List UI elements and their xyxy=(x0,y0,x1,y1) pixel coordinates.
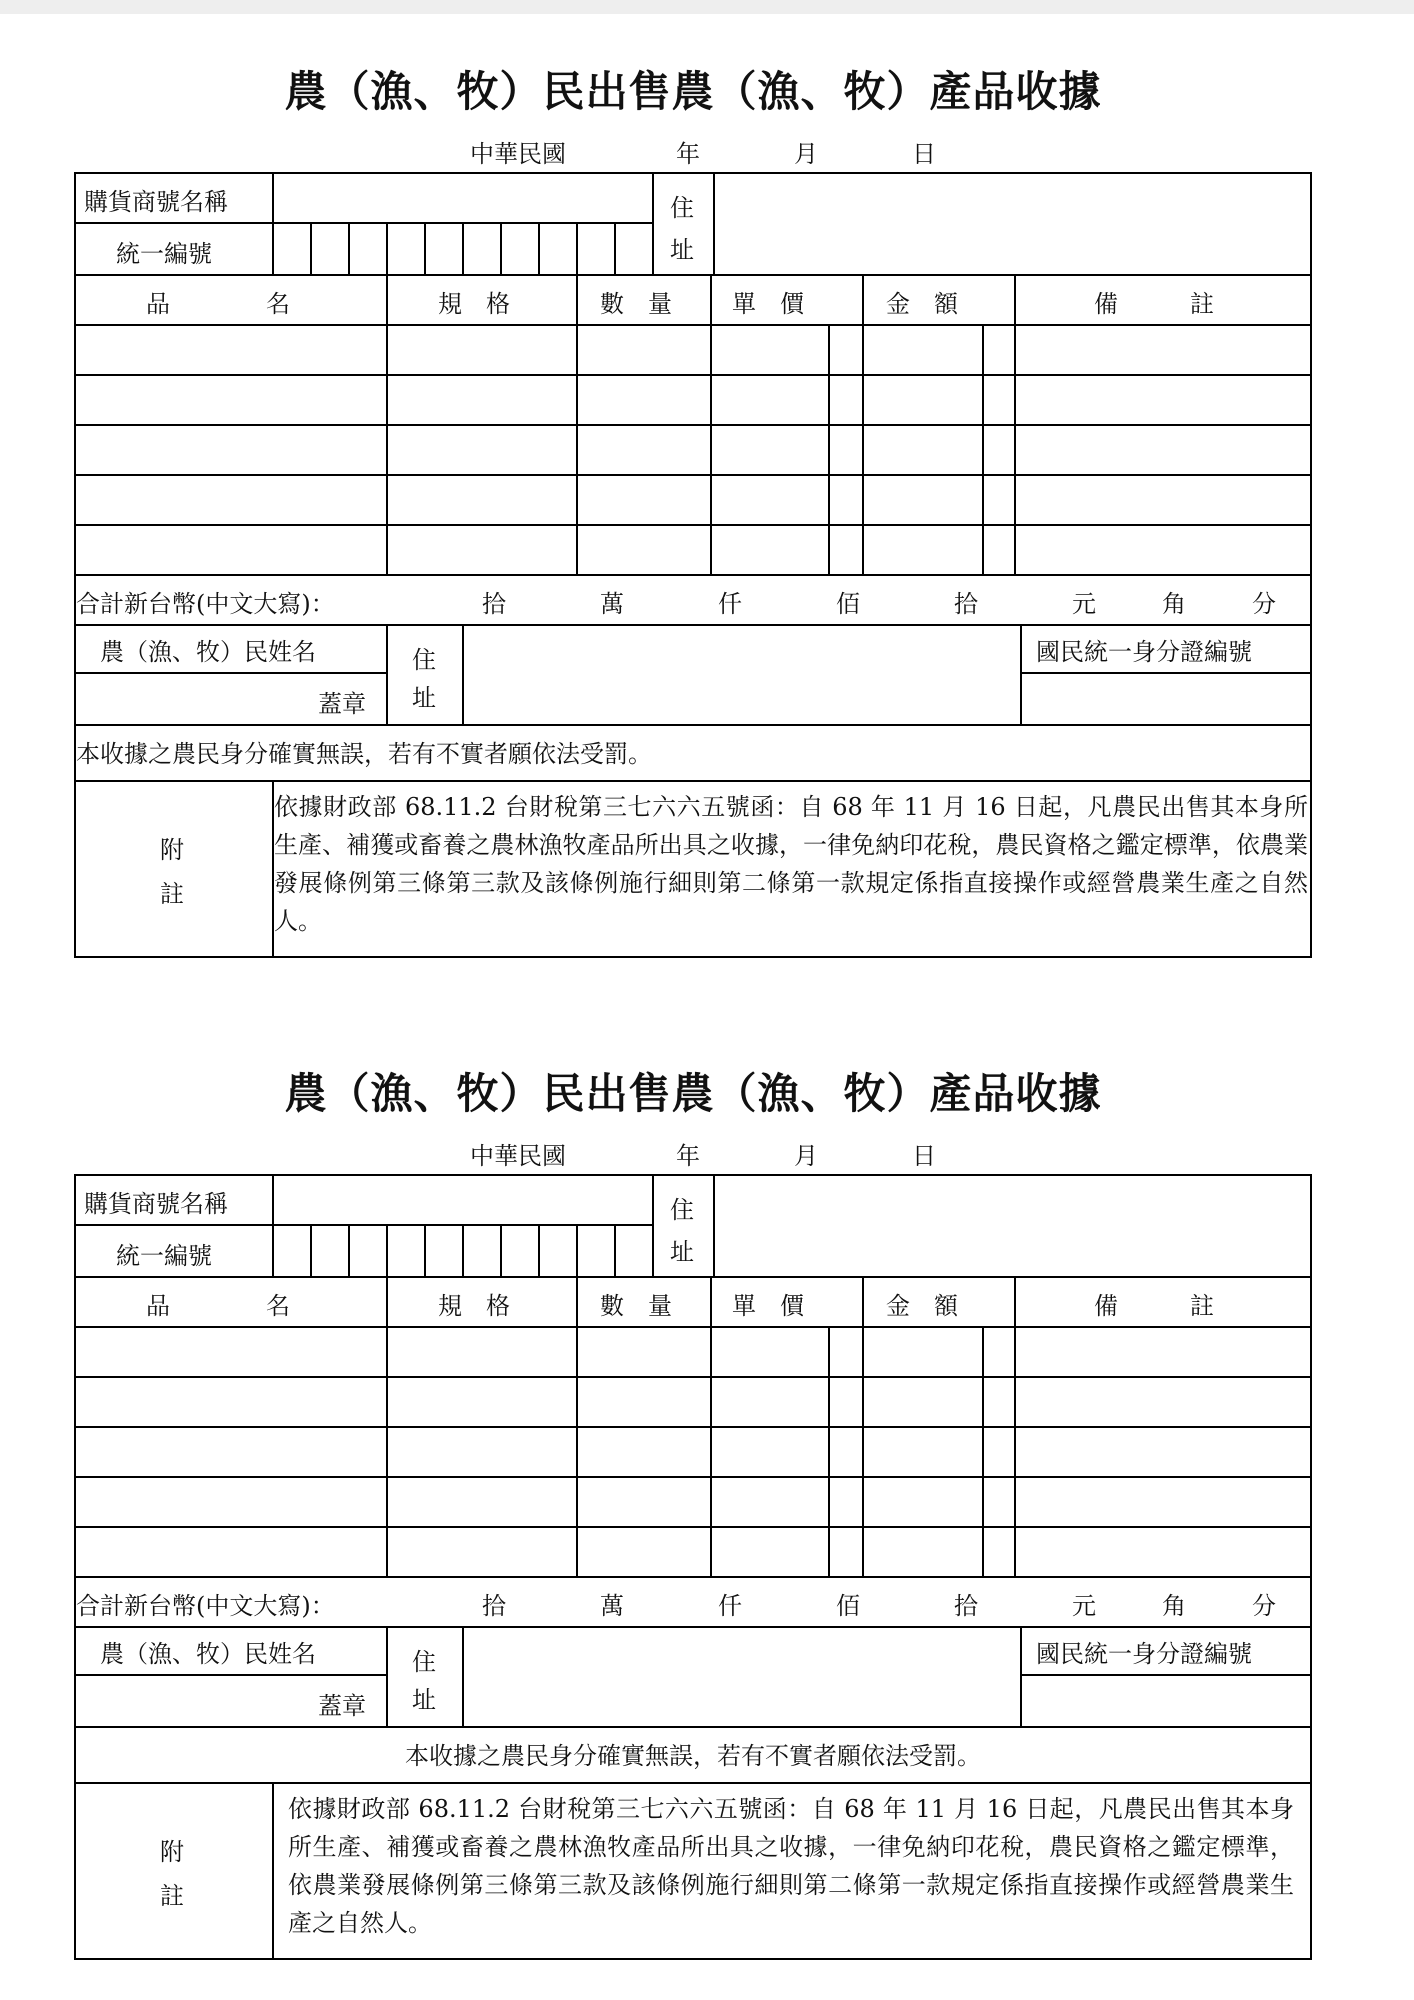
total-label: 合計新台幣(中文大寫)： xyxy=(76,1592,335,1620)
farmer-address-label-top: 住 xyxy=(412,646,436,674)
col-remarks: 備 註 xyxy=(1094,290,1214,318)
item-row[interactable] xyxy=(76,1478,1310,1524)
farmer-seal-field[interactable] xyxy=(76,1676,312,1724)
col-amount: 金 額 xyxy=(886,290,958,318)
date-day: 日 xyxy=(912,1142,936,1170)
unit-yuan: 元 xyxy=(1072,1592,1096,1620)
item-row[interactable] xyxy=(76,1378,1310,1424)
buyer-address-label-bottom: 址 xyxy=(670,236,694,264)
col-item-name: 品 名 xyxy=(146,1292,290,1320)
buyer-name-field[interactable] xyxy=(274,174,650,220)
buyer-name-field[interactable] xyxy=(274,1176,650,1222)
declaration-text: 本收據之農民身分確實無誤，若有不實者願依法受罰。 xyxy=(76,740,652,768)
note-text: 依據財政部 68.11.2 台財稅第三七六六五號函：自 68 年 11 月 16 日起，凡農民出售其本身所生產、補獲或畜養之農林漁牧產品所出具之收據，一律免納印花稅，農民資格之鑑定標準，依農業發展條例第三條第三款及該條例施行細則第二條第一款規定係指直接操作或經營農業生產之自然人。 xyxy=(288,1795,1294,1937)
declaration-text: 本收據之農民身分確實無誤，若有不實者願依法受罰。 xyxy=(405,1742,981,1770)
national-id-label: 國民統一身分證編號 xyxy=(1036,638,1252,666)
date-era: 中華民國 xyxy=(470,140,566,168)
viewer-top-bar xyxy=(0,0,1414,14)
item-row[interactable] xyxy=(76,1328,1310,1374)
item-row[interactable] xyxy=(76,326,1310,372)
unit-fen: 分 xyxy=(1252,1592,1276,1620)
unit-yuan: 元 xyxy=(1072,590,1096,618)
note-label-top: 附 xyxy=(160,1838,184,1866)
unit-ten: 拾 xyxy=(954,590,978,618)
col-amount: 金 額 xyxy=(886,1292,958,1320)
buyer-address-label-top: 住 xyxy=(670,194,694,222)
unit-jiao: 角 xyxy=(1162,1592,1186,1620)
unit-hundred: 佰 xyxy=(836,590,860,618)
buyer-address-field[interactable] xyxy=(716,174,1310,272)
farmer-name-label: 農（漁、牧）民姓名 xyxy=(100,638,316,666)
seal-label: 蓋章 xyxy=(318,1692,366,1720)
col-quantity: 數 量 xyxy=(600,1292,672,1320)
farmer-seal-field[interactable] xyxy=(76,674,312,722)
buyer-address-label-bottom: 址 xyxy=(670,1238,694,1266)
date-month: 月 xyxy=(794,140,818,168)
col-quantity: 數 量 xyxy=(600,290,672,318)
item-row[interactable] xyxy=(76,1528,1310,1574)
unit-hundred: 佰 xyxy=(836,1592,860,1620)
note-label-top: 附 xyxy=(160,836,184,864)
date-month: 月 xyxy=(794,1142,818,1170)
item-row[interactable] xyxy=(76,1428,1310,1474)
buyer-address-label-top: 住 xyxy=(670,1196,694,1224)
tax-id-boxes[interactable] xyxy=(274,224,650,272)
item-row[interactable] xyxy=(76,526,1310,572)
form-title: 農（漁、牧）民出售農（漁、牧）產品收據 xyxy=(284,1069,1102,1118)
farmer-address-label-bottom: 址 xyxy=(412,684,436,712)
col-item-name: 品 名 xyxy=(146,290,290,318)
receipt-table xyxy=(74,1174,1312,1960)
national-id-field[interactable] xyxy=(1022,674,1308,722)
unit-ten-thousand-tens: 拾 xyxy=(482,590,506,618)
farmer-address-label-top: 住 xyxy=(412,1648,436,1676)
unit-ten-thousand: 萬 xyxy=(600,590,624,618)
buyer-name-label: 購貨商號名稱 xyxy=(84,188,228,216)
seal-label: 蓋章 xyxy=(318,690,366,718)
note-text: 依據財政部 68.11.2 台財稅第三七六六五號函：自 68 年 11 月 16 日起，凡農民出售其本身所生產、補獲或畜養之農林漁牧產品所出具之收據，一律免納印花稅，農民資格之鑑定標準，依農業發展條例第三條第三款及該條例施行細則第二條第一款規定係指直接操作或經營農業生產之自然人。 xyxy=(274,793,1308,935)
note-label-bottom: 註 xyxy=(160,1882,184,1910)
unit-ten: 拾 xyxy=(954,1592,978,1620)
col-spec: 規 格 xyxy=(438,290,510,318)
unit-jiao: 角 xyxy=(1162,590,1186,618)
date-day: 日 xyxy=(912,140,936,168)
date-line xyxy=(74,134,1312,168)
unit-ten-thousand: 萬 xyxy=(600,1592,624,1620)
receipt-table xyxy=(74,172,1312,958)
national-id-label: 國民統一身分證編號 xyxy=(1036,1640,1252,1668)
total-amount-field[interactable] xyxy=(446,576,1308,622)
date-year: 年 xyxy=(676,140,700,168)
note-label-bottom: 註 xyxy=(160,880,184,908)
buyer-name-label: 購貨商號名稱 xyxy=(84,1190,228,1218)
form-title: 農（漁、牧）民出售農（漁、牧）產品收據 xyxy=(284,67,1102,116)
col-remarks: 備 註 xyxy=(1094,1292,1214,1320)
unit-fen: 分 xyxy=(1252,590,1276,618)
col-spec: 規 格 xyxy=(438,1292,510,1320)
item-row[interactable] xyxy=(76,476,1310,522)
unit-thousand: 仟 xyxy=(718,590,742,618)
item-row[interactable] xyxy=(76,426,1310,472)
col-unit-price: 單 價 xyxy=(732,290,804,318)
buyer-address-field[interactable] xyxy=(716,1176,1310,1274)
tax-id-boxes[interactable] xyxy=(274,1226,650,1274)
unit-thousand: 仟 xyxy=(718,1592,742,1620)
farmer-address-label-bottom: 址 xyxy=(412,1686,436,1714)
total-amount-field[interactable] xyxy=(446,1578,1308,1624)
tax-id-label: 統一編號 xyxy=(116,240,212,268)
tax-id-label: 統一編號 xyxy=(116,1242,212,1270)
unit-ten-thousand-tens: 拾 xyxy=(482,1592,506,1620)
farmer-name-label: 農（漁、牧）民姓名 xyxy=(100,1640,316,1668)
national-id-field[interactable] xyxy=(1022,1676,1308,1724)
farmer-address-field[interactable] xyxy=(464,1628,1018,1724)
date-line xyxy=(74,1136,1312,1170)
total-label: 合計新台幣(中文大寫)： xyxy=(76,590,335,618)
farmer-address-field[interactable] xyxy=(464,626,1018,722)
item-row[interactable] xyxy=(76,376,1310,422)
date-year: 年 xyxy=(676,1142,700,1170)
date-era: 中華民國 xyxy=(470,1142,566,1170)
col-unit-price: 單 價 xyxy=(732,1292,804,1320)
